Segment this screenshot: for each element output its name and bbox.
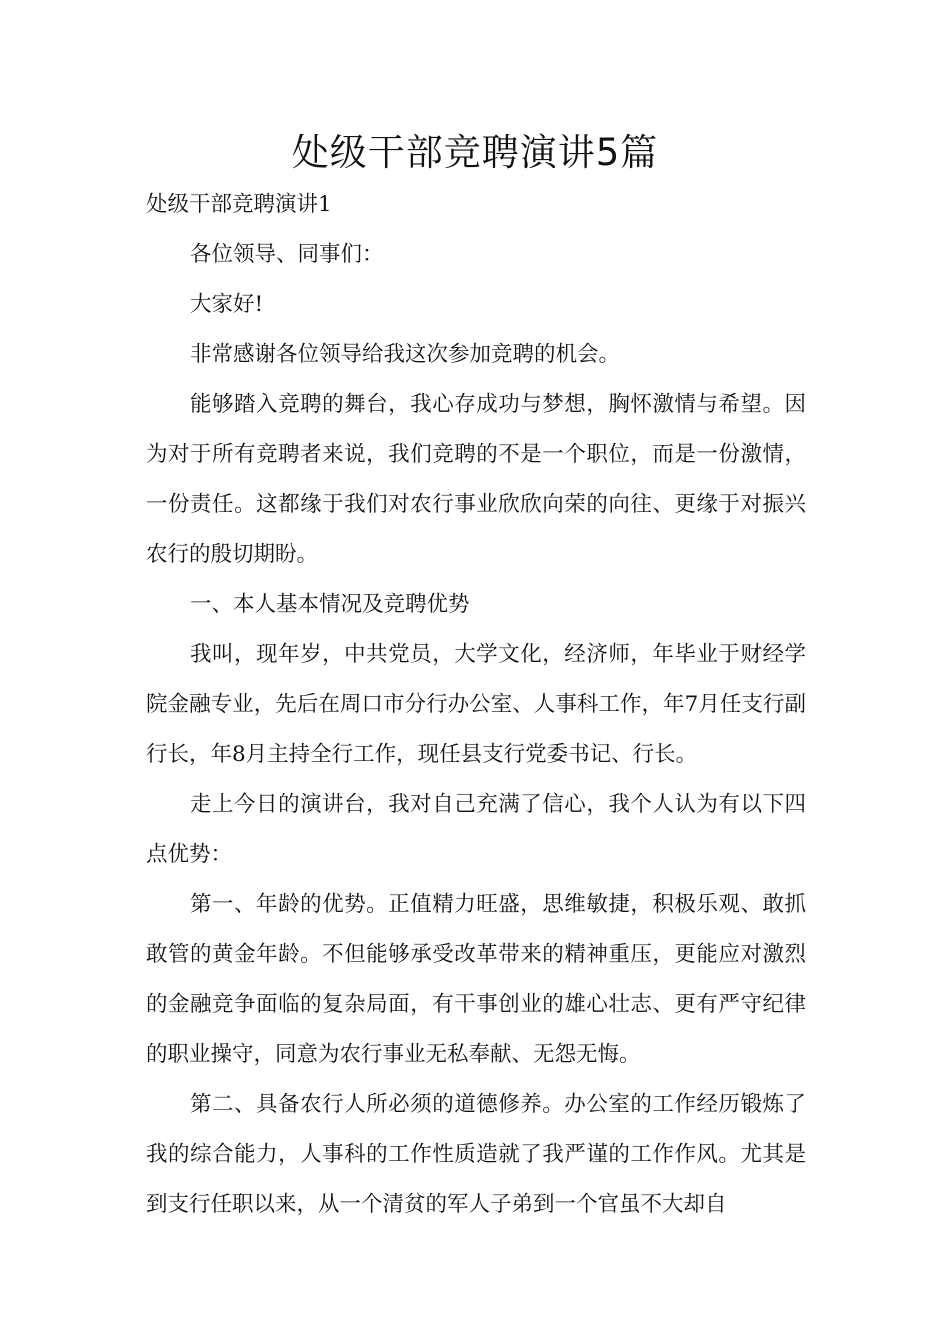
paragraph: 第二、具备农行人所必须的道德修养。办公室的工作经历锻炼了我的综合能力，人事科的工作性质造就了我严谨的工作作风。尤其是到支行任职以来，从一个清贫的军人子弟到一个官虽不大却自 (146, 1092, 806, 1217)
section-heading: 处级干部竞聘演讲1 (146, 192, 332, 217)
paragraph: 第一、年龄的优势。正值精力旺盛，思维敏捷，积极乐观、敢抓敢管的黄金年龄。不但能够承受改革带来的精神重压，更能应对激烈的金融竞争面临的复杂局面，有干事创业的雄心壮志、更有严守纪律的职业操守，同意为农行事业无私奉献、无怨无悔。 (146, 892, 806, 1067)
paragraph: 能够踏入竞聘的舞台，我心存成功与梦想，胸怀激情与希望。因为对于所有竞聘者来说，我们竞聘的不是一个职位，而是一份激情，一份责任。这都缘于我们对农行事业欣欣向荣的向往、更缘于对振兴农行的殷切期盼。 (146, 392, 806, 567)
paragraph: 走上今日的演讲台，我对自己充满了信心，我个人认为有以下四点优势： (146, 792, 806, 867)
document-title: 处级干部竞聘演讲5篇 (291, 131, 659, 174)
paragraph: 非常感谢各位领导给我这次参加竞聘的机会。 (190, 342, 621, 367)
subsection-heading: 一、本人基本情况及竞聘优势 (190, 592, 470, 617)
salutation: 各位领导、同事们： (190, 242, 384, 267)
document-body (146, 180, 806, 1230)
paragraph: 我叫，现年岁，中共党员，大学文化，经济师，年毕业于财经学院金融专业，先后在周口市分行办公室、人事科工作，年7月任支行副行长，年8月主持全行工作，现任县支行党委书记、行长。 (146, 642, 806, 767)
greeting: 大家好! (190, 292, 264, 317)
